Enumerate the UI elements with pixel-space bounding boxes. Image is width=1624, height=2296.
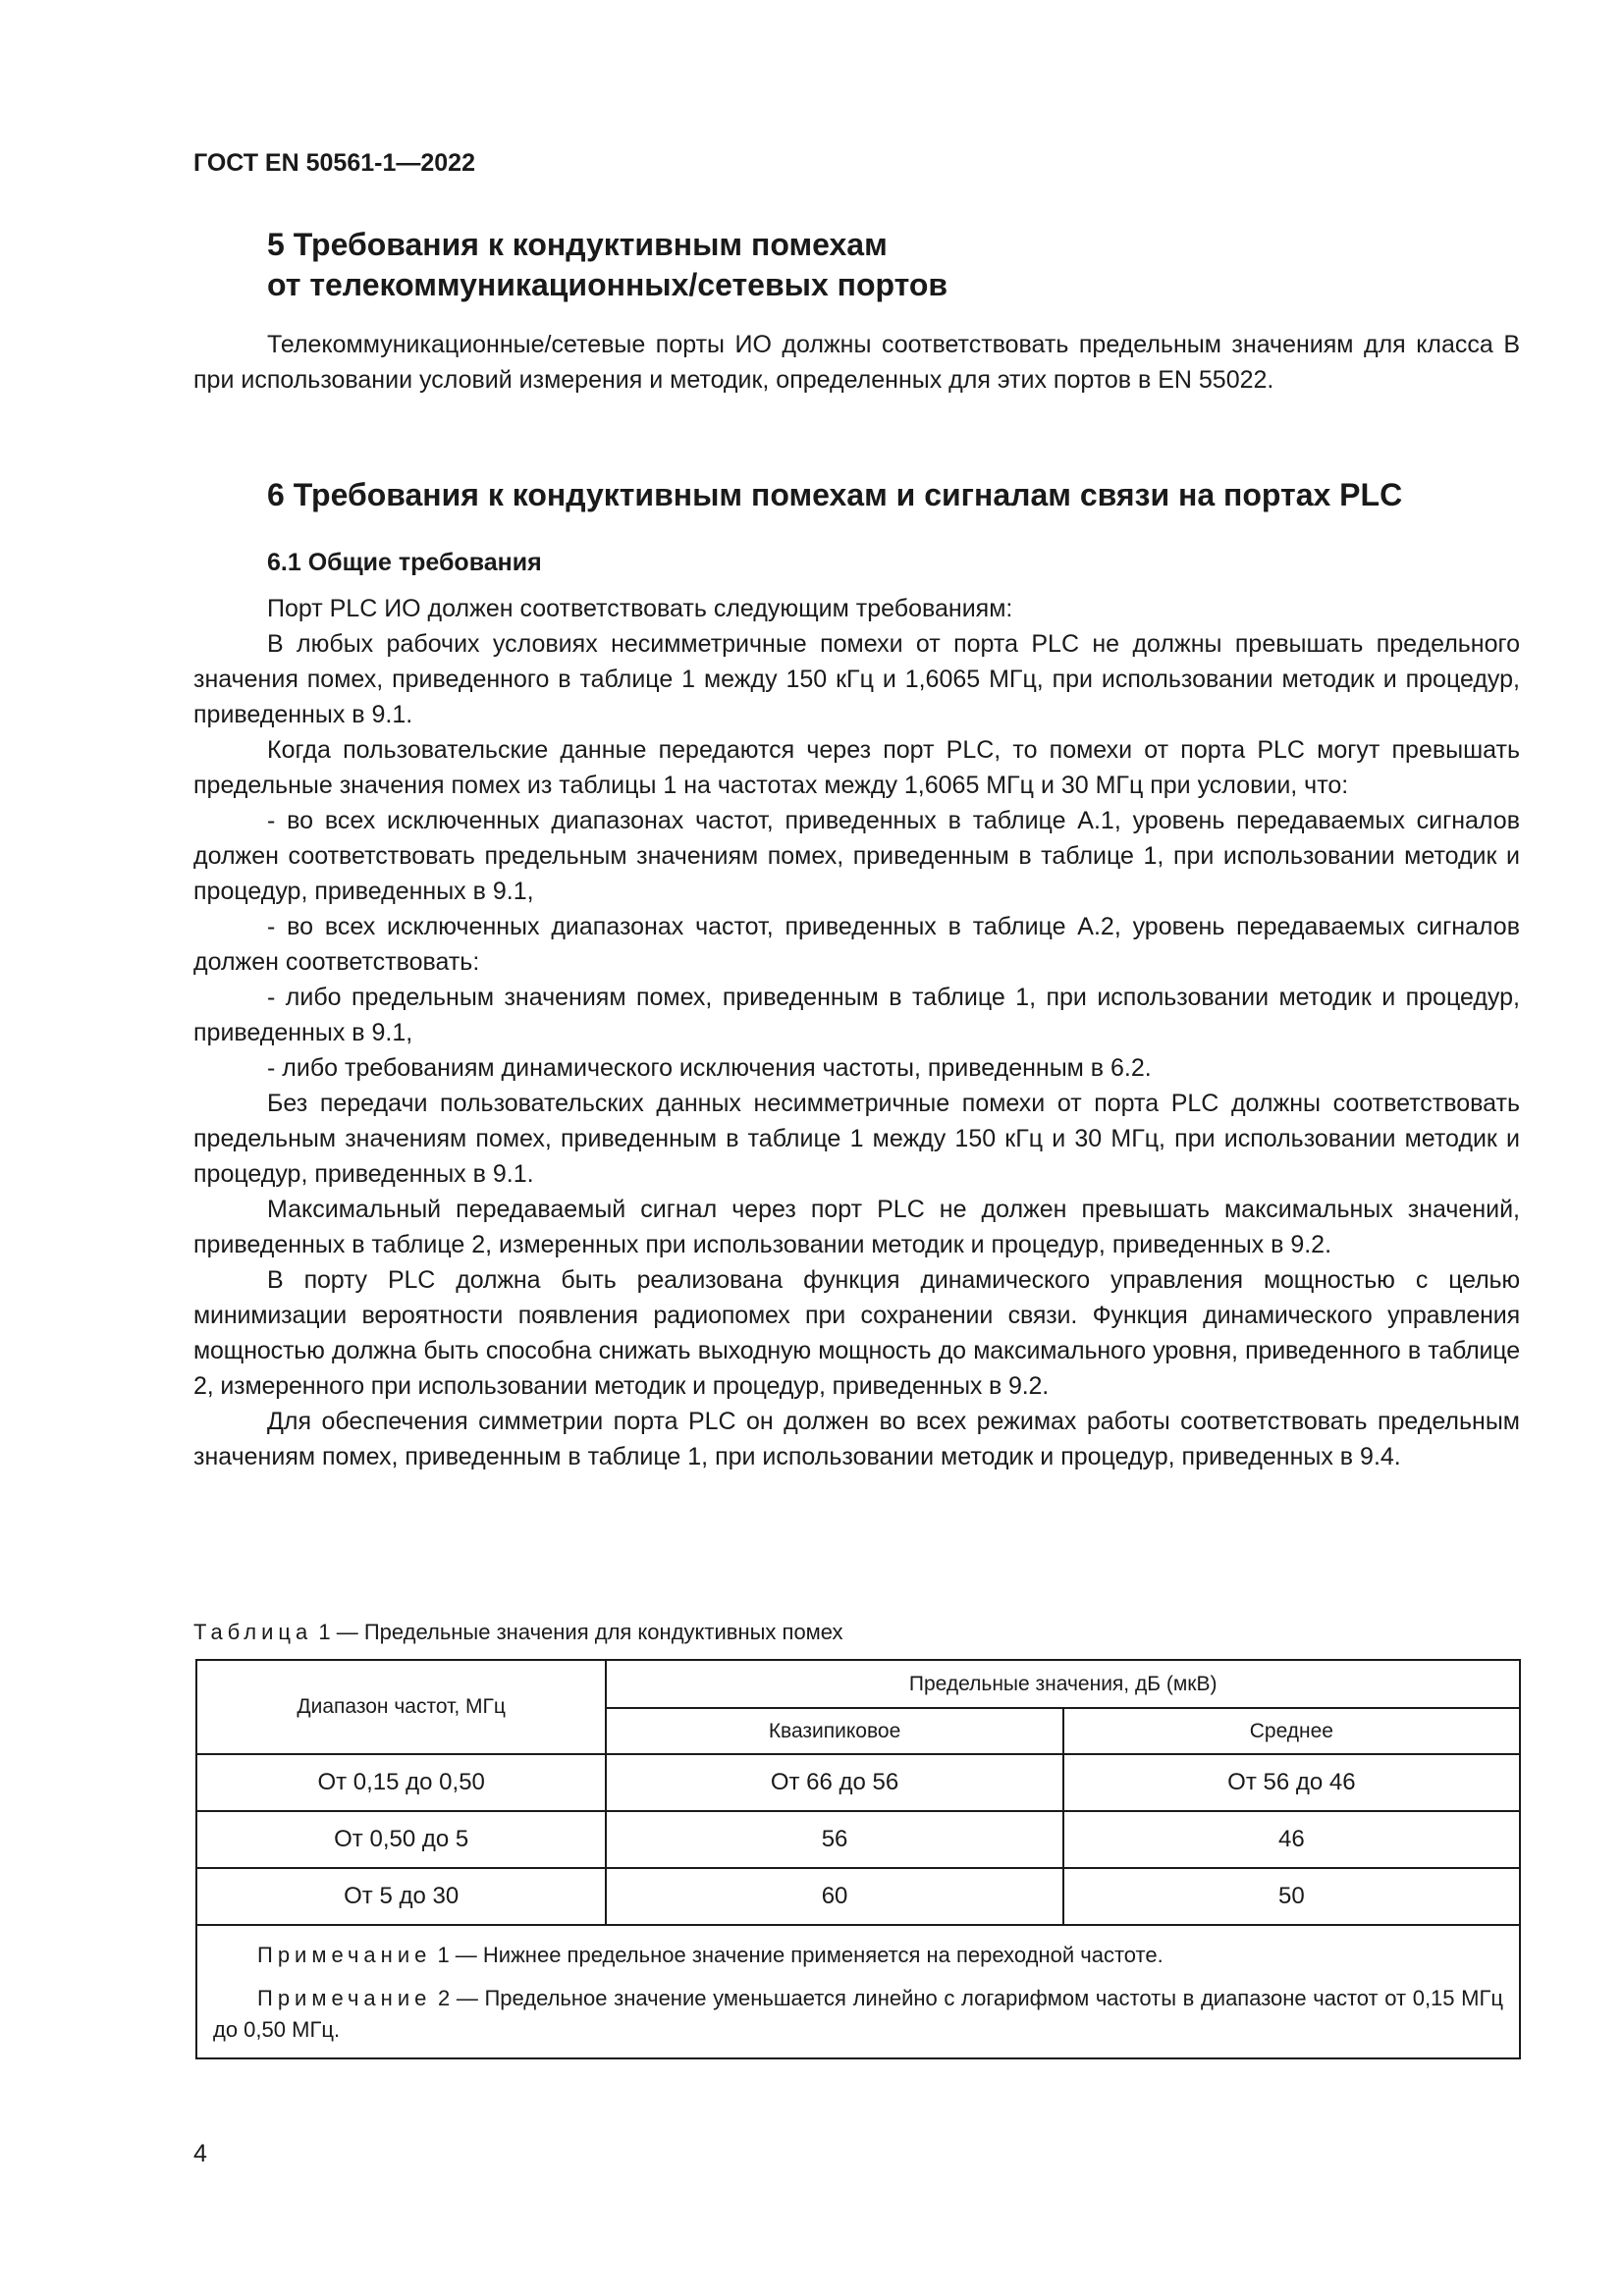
table-1 (195, 1659, 1521, 2059)
page-number: 4 (193, 2140, 207, 2167)
section-5-title-line2: от телекоммуникационных/сетевых портов (267, 267, 948, 302)
section-5-paragraph: Телекоммуникационные/сетевые порты ИО должны соответствовать предельным значениям для класса В при использовании условий измерения и методик, определенных для этих портов в EN 55022. (193, 331, 1520, 394)
section-5-title (267, 225, 947, 305)
table-header-row (196, 1660, 1520, 1708)
table-notes-row (196, 1925, 1520, 2058)
section-6-body (193, 591, 1520, 1474)
document-code: ГОСТ EN 50561-1—2022 (193, 149, 475, 177)
cell-quasi-peak: 56 (606, 1811, 1062, 1868)
list-item-either: - либо предельным значениям помех, приведенным в таблице 1, при использовании методик и процедур, приведенных в 9.1, (193, 984, 1520, 1046)
cell-average: 46 (1063, 1811, 1520, 1868)
table-note-2 (213, 1983, 1503, 2046)
table-caption-text: 1 — Предельные значения для кондуктивных помех (312, 1620, 843, 1644)
paragraph-power-control: В порту PLC должна быть реализована функция динамического управления мощностью с целью минимизации вероятности появления радиопомех при сохранении связи. Функция динамического управления мощностью должна быть способна снижать выходную мощность до максимального уровня, приведенного в таблице 2, измеренного при использовании методик и процедур, приведенных в 9.2. (193, 1266, 1520, 1400)
cell-average: От 56 до 46 (1063, 1754, 1520, 1811)
table-row (196, 1868, 1520, 1925)
paragraph-intro: Порт PLC ИО должен соответствовать следующим требованиям: (267, 595, 1013, 622)
section-5-title-line1: 5 Требования к кондуктивным помехам (267, 227, 888, 262)
cell-range: От 5 до 30 (196, 1868, 606, 1925)
table-row (196, 1811, 1520, 1868)
paragraph-no-data: Без передачи пользовательских данных несимметричные помехи от порта PLC должны соответствовать предельным значениям помех, приведенным в таблице 1 между 150 кГц и 30 МГц, при использовании методик и процедур, приведенных в 9.1. (193, 1090, 1520, 1188)
list-item-or: - либо требованиям динамического исключения частоты, приведенным в 6.2. (267, 1054, 1152, 1082)
table-notes (196, 1925, 1520, 2058)
cell-range: От 0,50 до 5 (196, 1811, 606, 1868)
table-1-caption (193, 1620, 843, 1645)
table-note-1 (213, 1940, 1503, 1971)
header-limits: Предельные значения, дБ (мкВ) (606, 1660, 1520, 1708)
list-item-a2: - во всех исключенных диапазонах частот, приведенных в таблице А.2, уровень передаваемых сигналов должен соответствовать: (193, 913, 1520, 976)
paragraph-user-data: Когда пользовательские данные передаются через порт PLC, то помехи от порта PLC могут превышать предельные значения помех из таблицы 1 на частотах между 1,6065 МГц и 30 МГц при условии, что: (193, 736, 1520, 799)
cell-quasi-peak: 60 (606, 1868, 1062, 1925)
section-5-body (193, 327, 1520, 398)
header-frequency-range: Диапазон частот, МГц (196, 1660, 606, 1754)
note-text: 1 — Нижнее предельное значение применяется на переходной частоте. (431, 1943, 1164, 1967)
table-row (196, 1754, 1520, 1811)
section-6-title: 6 Требования к кондуктивным помехам и сигналам связи на портах PLC (267, 477, 1403, 512)
note-text: 2 — Предельное значение уменьшается линейно с логарифмом частоты в диапазоне частот от 0,15 МГц до 0,50 МГц. (213, 1986, 1503, 2042)
section-6-1-title: 6.1 Общие требования (267, 549, 542, 576)
table-caption-label: Таблица (193, 1620, 313, 1644)
cell-range: От 0,15 до 0,50 (196, 1754, 606, 1811)
cell-quasi-peak: От 66 до 56 (606, 1754, 1062, 1811)
paragraph-symmetry: Для обеспечения симметрии порта PLC он должен во всех режимах работы соответствовать предельным значениям помех, приведенным в таблице 1, при использовании методик и процедур, приведенных в 9.4. (193, 1408, 1520, 1470)
cell-average: 50 (1063, 1868, 1520, 1925)
paragraph-max-signal: Максимальный передаваемый сигнал через порт PLC не должен превышать максимальных значений, приведенных в таблице 2, измеренных при использовании методик и процедур, приведенных в 9.2. (193, 1196, 1520, 1258)
list-item-a1: - во всех исключенных диапазонах частот, приведенных в таблице А.1, уровень передаваемых сигналов должен соответствовать предельным значениям помех, приведенным в таблице 1, при использовании методик и процедур, приведенных в 9.1, (193, 807, 1520, 905)
note-label: Примечание (257, 1943, 432, 1967)
note-label: Примечание (257, 1986, 432, 2010)
header-average: Среднее (1063, 1708, 1520, 1754)
header-quasi-peak: Квазипиковое (606, 1708, 1062, 1754)
paragraph-unbalanced: В любых рабочих условиях несимметричные помехи от порта PLC не должны превышать предельного значения помех, приведенного в таблице 1 между 150 кГц и 1,6065 МГц, при использовании методик и процедур, приведенных в 9.1. (193, 630, 1520, 728)
